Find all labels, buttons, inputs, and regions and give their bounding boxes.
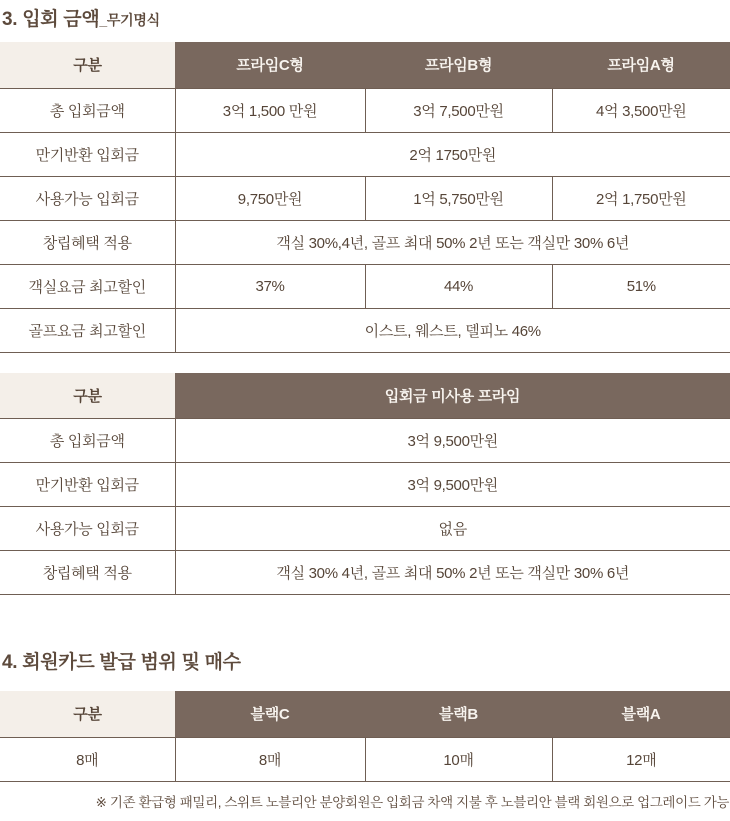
cell-prime-b: 1억 5,750만원 xyxy=(365,176,552,220)
section3-title-main: 3. 입회 금액 xyxy=(2,9,100,30)
table-row-usable-fee xyxy=(0,507,730,551)
cell-prime-c: 9,750만원 xyxy=(175,176,365,220)
table-row-room-discount xyxy=(0,264,730,308)
table1-header-prime-c: 프라임C형 xyxy=(175,42,365,88)
row-label: 사용가능 입회금 xyxy=(0,507,175,551)
cell-prime-b: 3억 7,500만원 xyxy=(365,88,552,132)
table1-header-prime-a: 프라임A형 xyxy=(552,42,730,88)
cell-prime-a: 2억 1,750만원 xyxy=(552,176,730,220)
row-label: 창립혜택 적용 xyxy=(0,551,175,595)
table1-header-gubun: 구분 xyxy=(0,42,175,88)
table-row-founding-benefit xyxy=(0,551,730,595)
cell-value: 객실 30% 4년, 골프 최대 50% 2년 또는 객실만 30% 6년 xyxy=(175,551,730,595)
membership-fee-table xyxy=(0,42,730,353)
table-row-golf-discount xyxy=(0,308,730,352)
cell-merged: 2억 1750만원 xyxy=(175,132,730,176)
cell-prime-a: 4억 3,500만원 xyxy=(552,88,730,132)
cell-value: 3억 9,500만원 xyxy=(175,419,730,463)
table3-header-black-b: 블랙B xyxy=(365,691,552,737)
table3-header-row xyxy=(0,691,730,737)
cell-merged: 이스트, 웨스트, 델피노 46% xyxy=(175,308,730,352)
table1-header-prime-b: 프라임B형 xyxy=(365,42,552,88)
cell-base-count: 8매 xyxy=(0,737,175,781)
table3-header-gubun: 구분 xyxy=(0,691,175,737)
row-label: 만기반환 입회금 xyxy=(0,463,175,507)
unused-prime-table xyxy=(0,373,730,596)
table-gap xyxy=(0,353,730,373)
table1-header-row xyxy=(0,42,730,88)
table2-header-unused-prime: 입회금 미사용 프라임 xyxy=(175,373,730,419)
cell-black-b: 10매 xyxy=(365,737,552,781)
cell-merged: 객실 30%,4년, 골프 최대 50% 2년 또는 객실만 30% 6년 xyxy=(175,220,730,264)
section4-title: 4. 회원카드 발급 범위 및 매수 xyxy=(2,652,241,673)
cell-black-c: 8매 xyxy=(175,737,365,781)
row-label: 객실요금 최고할인 xyxy=(0,264,175,308)
section3-title xyxy=(2,8,730,32)
cell-value: 없음 xyxy=(175,507,730,551)
table3-header-black-a: 블랙A xyxy=(552,691,730,737)
table3-header-black-c: 블랙C xyxy=(175,691,365,737)
upgrade-footnote: ※ 기존 환급형 패밀리, 스위트 노블리안 분양회원은 입회금 차액 지불 후 노블리안 블랙 회원으로 업그레이드 가능 xyxy=(95,794,729,810)
table2-header-gubun: 구분 xyxy=(0,373,175,419)
cell-prime-b: 44% xyxy=(365,264,552,308)
cell-black-a: 12매 xyxy=(552,737,730,781)
cell-prime-c: 37% xyxy=(175,264,365,308)
table-row-founding-benefit xyxy=(0,220,730,264)
table-row-total-fee xyxy=(0,419,730,463)
row-label: 총 입회금액 xyxy=(0,88,175,132)
row-label: 골프요금 최고할인 xyxy=(0,308,175,352)
table-row-total-fee xyxy=(0,88,730,132)
row-label: 사용가능 입회금 xyxy=(0,176,175,220)
cell-prime-c: 3억 1,500 만원 xyxy=(175,88,365,132)
row-label: 만기반환 입회금 xyxy=(0,132,175,176)
row-label: 총 입회금액 xyxy=(0,419,175,463)
member-card-table xyxy=(0,691,730,782)
row-label: 창립혜택 적용 xyxy=(0,220,175,264)
cell-value: 3억 9,500만원 xyxy=(175,463,730,507)
table2-header-row xyxy=(0,373,730,419)
section3-title-suffix: _무기명식 xyxy=(99,12,160,28)
table-row-maturity-refund xyxy=(0,463,730,507)
table-row-card-count xyxy=(0,737,730,781)
table-row-maturity-refund xyxy=(0,132,730,176)
cell-prime-a: 51% xyxy=(552,264,730,308)
table-row-usable-fee xyxy=(0,176,730,220)
